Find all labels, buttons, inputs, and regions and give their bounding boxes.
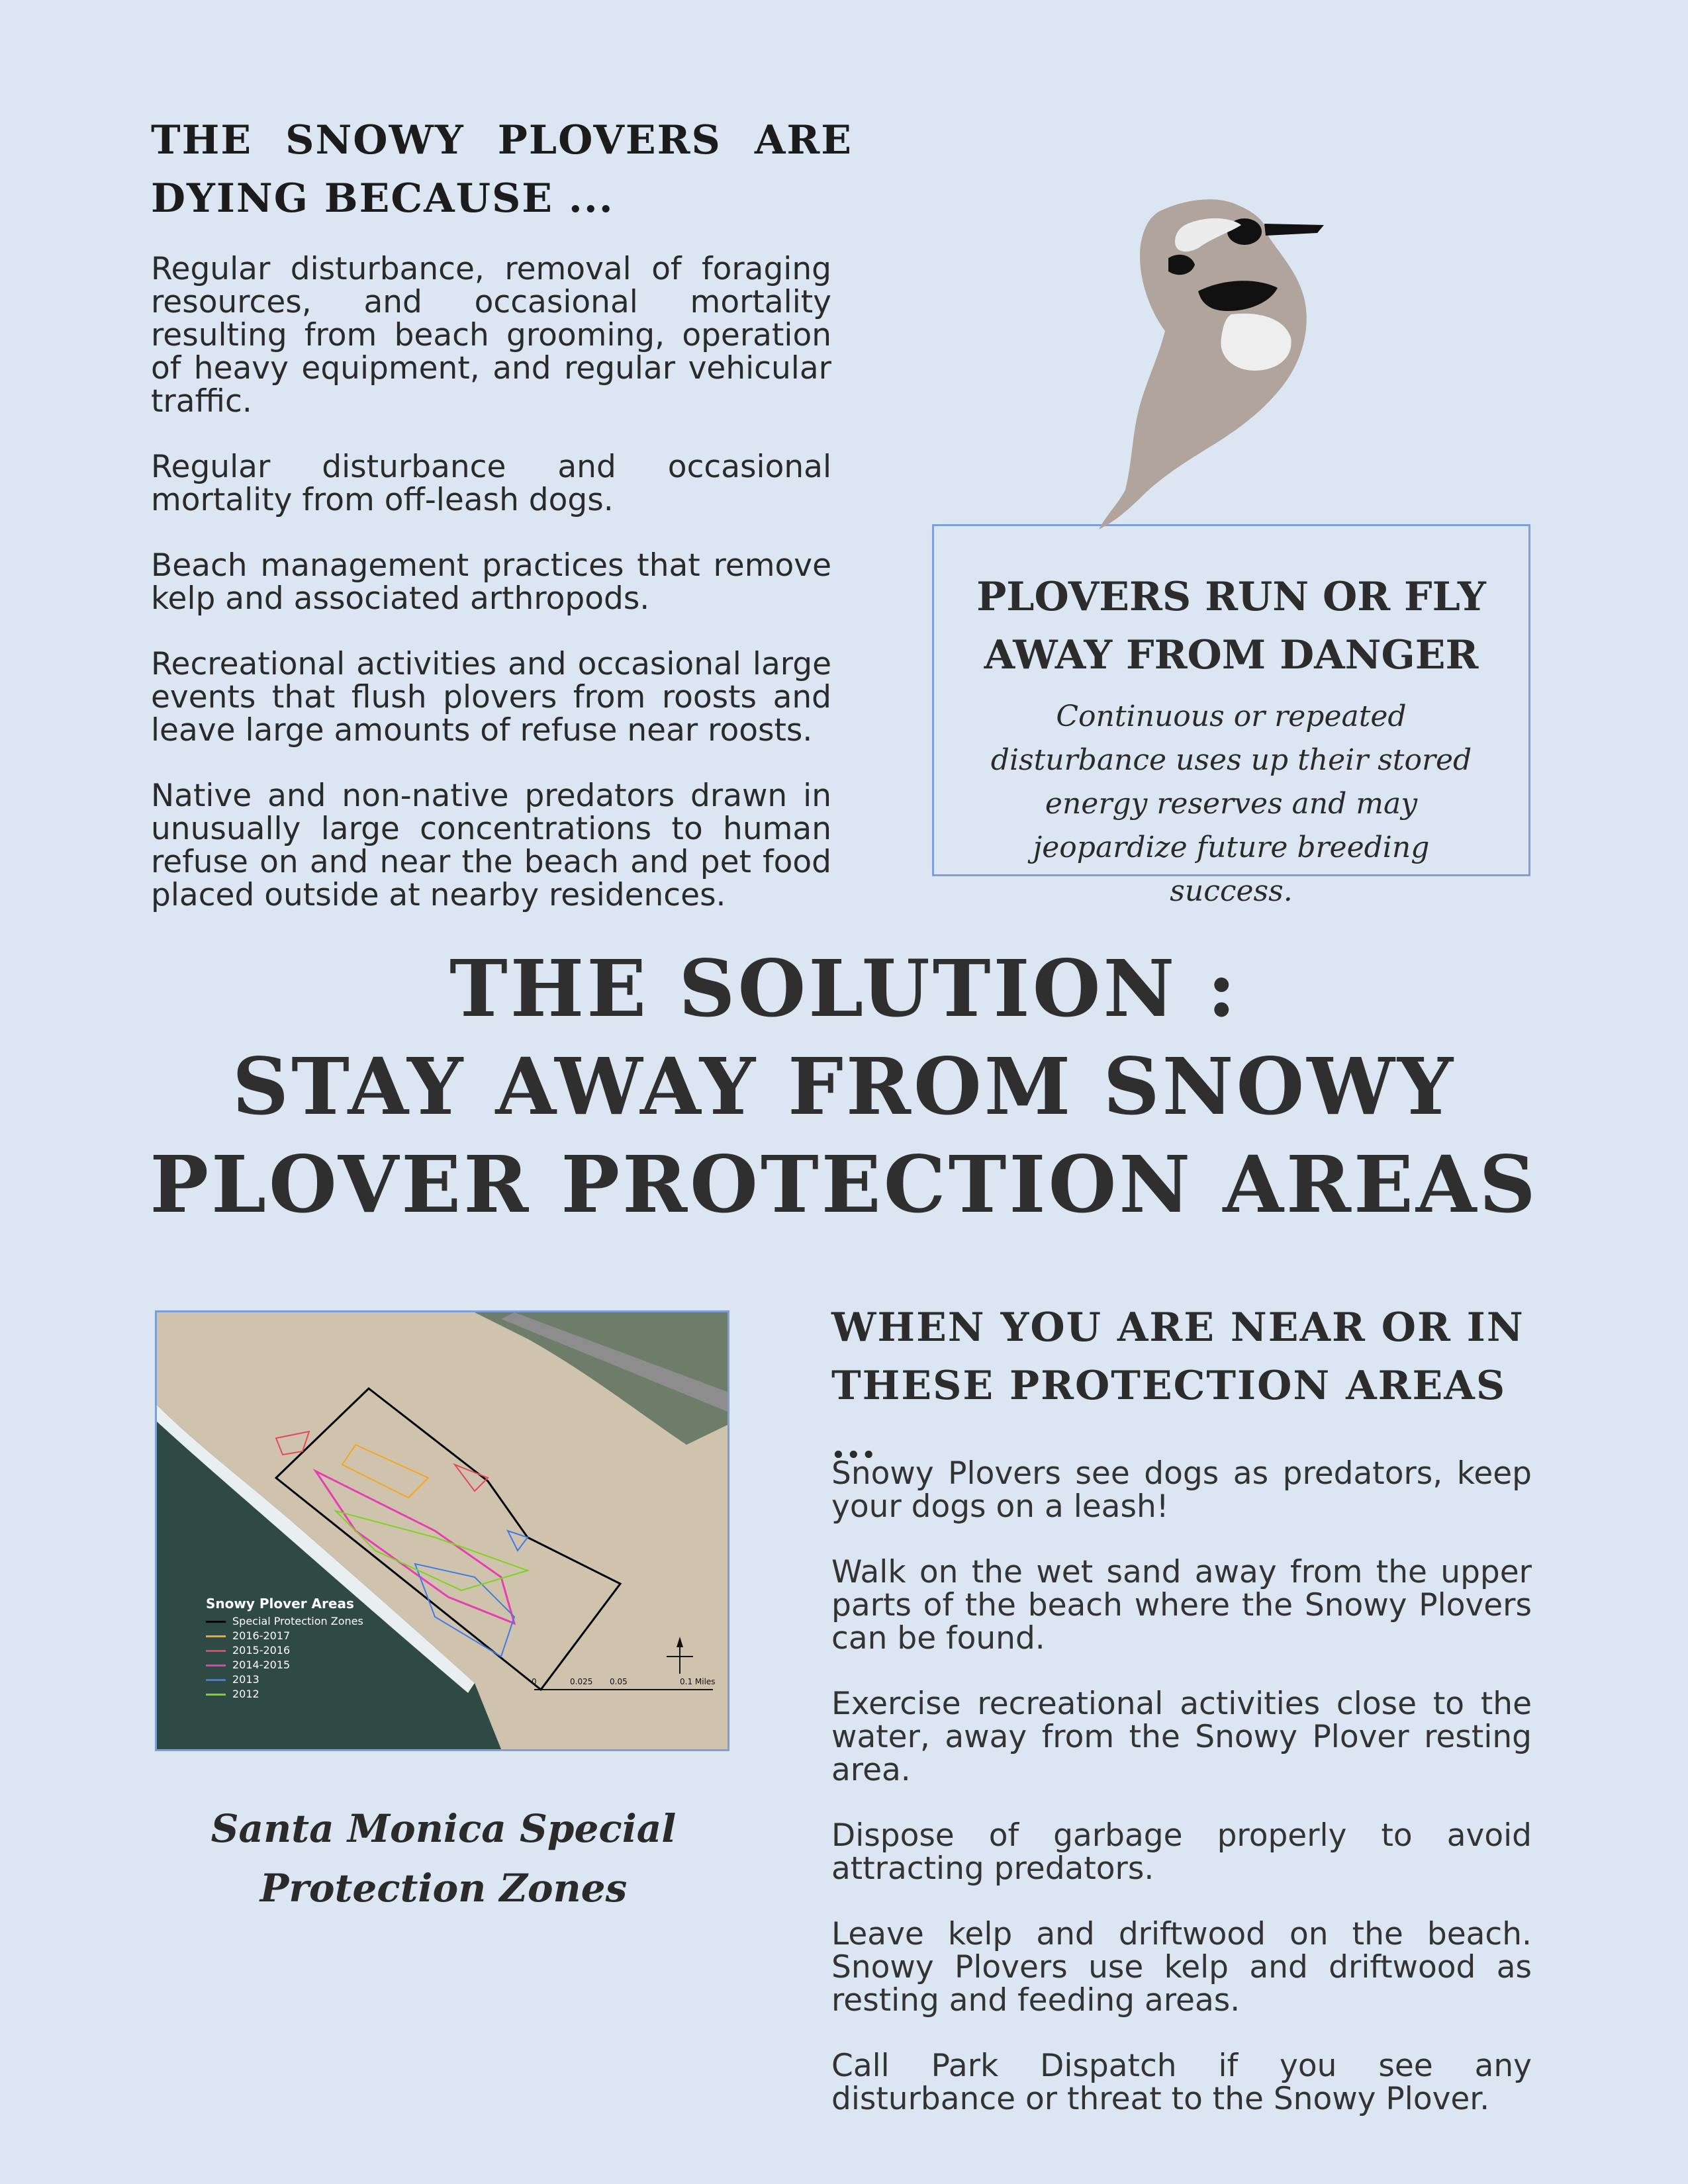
legend-swatch xyxy=(206,1664,226,1666)
solution-heading xyxy=(119,940,1569,1234)
guidance-list xyxy=(831,1457,1532,2148)
legend-item xyxy=(206,1643,363,1658)
causes-list xyxy=(151,253,831,944)
legend-label: 2016-2017 xyxy=(232,1629,291,1642)
solution-line-3: PLOVER PROTECTION AREAS xyxy=(150,1138,1538,1230)
snowy-plover-illustration xyxy=(1033,185,1430,582)
causes-heading: THE SNOWY PLOVERS ARE DYING BECAUSE ... xyxy=(151,117,853,222)
guidance-paragraph: Leave kelp and driftwood on the beach. Snowy Plovers use kelp and driftwood as resting and feeding areas. xyxy=(831,1916,1532,2019)
legend-title: Snowy Plover Areas xyxy=(206,1596,354,1612)
legend-swatch xyxy=(206,1694,226,1696)
guidance-paragraph: Snowy Plovers see dogs as predators, keep your dogs on a leash! xyxy=(831,1455,1532,1525)
danger-title: PLOVERS RUN OR FLY AWAY FROM DANGER xyxy=(976,574,1486,678)
legend-item xyxy=(206,1614,363,1629)
legend-item xyxy=(206,1687,363,1702)
legend-swatch xyxy=(206,1621,226,1623)
legend-label: Special Protection Zones xyxy=(232,1615,363,1627)
guidance-paragraph: Call Park Dispatch if you see any disturbance or threat to the Snowy Plover. xyxy=(831,2048,1532,2117)
legend-item xyxy=(206,1672,363,1687)
scale-label-0: 0 xyxy=(532,1677,537,1686)
legend-label: 2014-2015 xyxy=(232,1659,291,1671)
cause-paragraph: Native and non-native predators drawn in unusually large concentrations to human refuse on and near the beach and pet food placed outside at nearby residences. xyxy=(151,778,831,913)
cause-paragraph: Regular disturbance, removal of foraging resources, and occasional mortality resulting from beach grooming, operation of heavy equipment, and regular vehicular traffic. xyxy=(151,251,831,420)
guidance-paragraph: Walk on the wet sand away from the upper parts of the beach where the Snowy Plovers can be found. xyxy=(831,1554,1532,1657)
guidance-paragraph: Dispose of garbage properly to avoid attracting predators. xyxy=(831,1817,1532,1887)
scale-label-3: 0.1 Miles xyxy=(680,1677,716,1686)
legend-label: 2015-2016 xyxy=(232,1644,291,1657)
legend-item xyxy=(206,1629,363,1643)
cause-paragraph: Regular disturbance and occasional mortality from off-leash dogs. xyxy=(151,449,831,518)
map-caption: Santa Monica Special Protection Zones xyxy=(211,1806,677,1911)
legend-swatch xyxy=(206,1650,226,1652)
legend-swatch xyxy=(206,1635,226,1637)
solution-line-1: THE SOLUTION : xyxy=(449,942,1239,1034)
guidance-paragraph: Exercise recreational activities close to the water, away from the Snowy Plover resting area. xyxy=(831,1686,1532,1788)
solution-line-2: STAY AWAY FROM SNOWY xyxy=(232,1040,1456,1132)
danger-note: Continuous or repeated disturbance uses up their stored energy reserves and may jeopardize future breeding success. xyxy=(990,700,1472,908)
cause-paragraph: Recreational activities and occasional large events that flush plovers from roosts and leave large amounts of refuse near roosts. xyxy=(151,646,831,749)
scale-label-2: 0.05 xyxy=(610,1677,628,1686)
legend-label: 2012 xyxy=(232,1688,259,1700)
legend-item xyxy=(206,1658,363,1672)
scale-label-1: 0.025 xyxy=(570,1677,593,1686)
guidance-heading: WHEN YOU ARE NEAR OR IN THESE PROTECTION AREAS ... xyxy=(831,1304,1524,1467)
bird-beak xyxy=(1264,224,1324,236)
legend-swatch xyxy=(206,1679,226,1681)
legend-label: 2013 xyxy=(232,1673,259,1686)
map-legend xyxy=(206,1596,363,1702)
bird-body xyxy=(1099,199,1311,529)
cause-paragraph: Beach management practices that remove kelp and associated arthropods. xyxy=(151,547,831,617)
protection-zones-map xyxy=(155,1310,729,1751)
